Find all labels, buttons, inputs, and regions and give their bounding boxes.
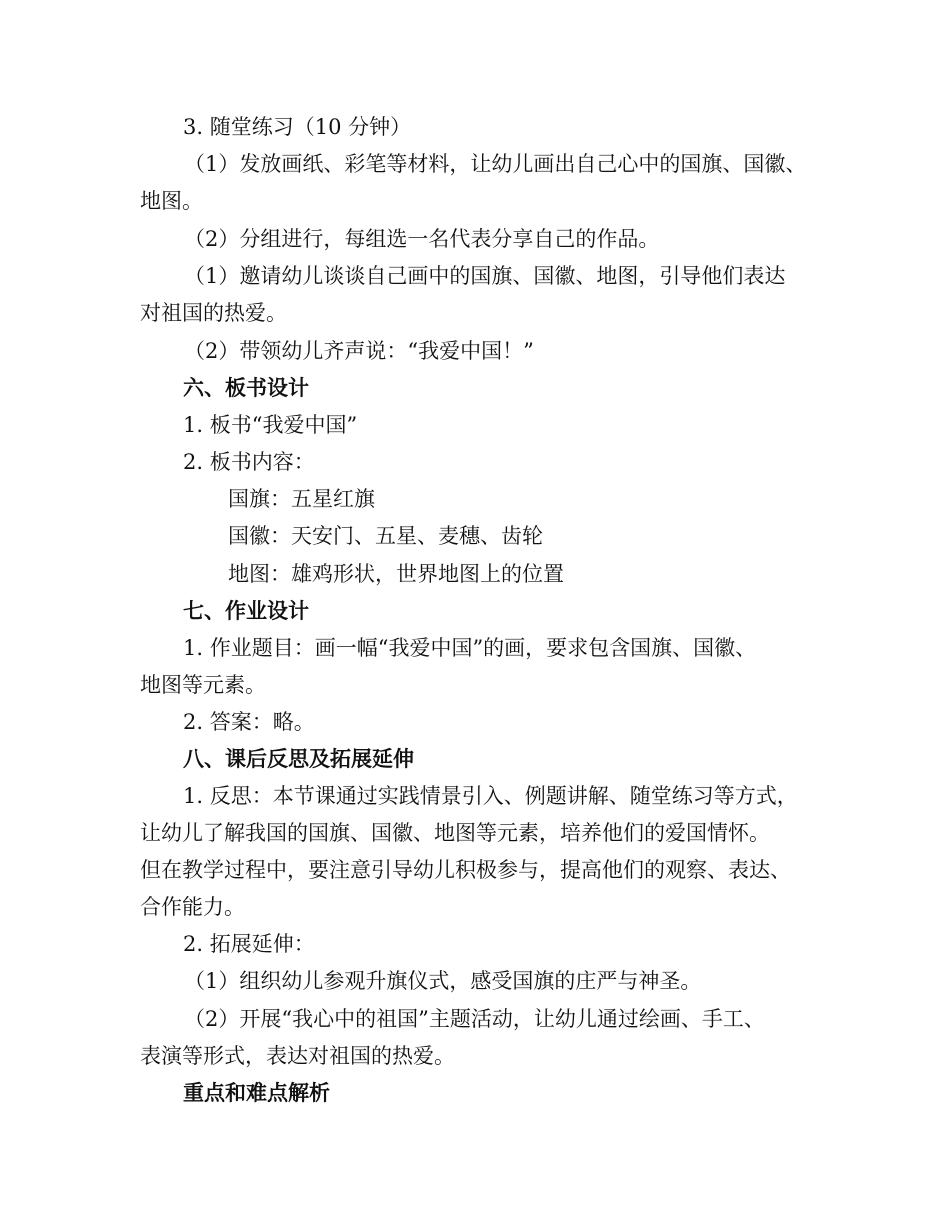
paragraph-line: （1）邀请幼儿谈谈自己画中的国旗、国徽、地图，引导他们表达 (184, 264, 786, 288)
list-item: 1. 作业题目：画一幅“我爱中国”的画，要求包含国旗、国徽、 (183, 636, 757, 660)
paragraph-line: 表演等形式，表达对祖国的热爱。 (140, 1044, 455, 1068)
paragraph-line: （2）开展“我心中的祖国”主题活动，让幼儿通过绘画、手工、 (184, 1007, 765, 1031)
list-item: 2. 板书内容： (183, 450, 315, 474)
paragraph-line: 地图等元素。 (140, 673, 266, 697)
section-heading-homework: 七、作业设计 (183, 599, 309, 623)
sub-item: 国旗：五星红旗 (228, 487, 375, 511)
list-item: 2. 拓展延伸： (183, 932, 315, 956)
sub-item: 地图：雄鸡形状，世界地图上的位置 (228, 562, 564, 586)
paragraph-line: （1）发放画纸、彩笔等材料，让幼儿画出自己心中的国旗、国徽、 (184, 152, 807, 176)
list-item: 1. 反思：本节课通过实践情景引入、例题讲解、随堂练习等方式， (183, 784, 798, 808)
paragraph-line: 地图。 (140, 189, 203, 213)
paragraph-line: 合作能力。 (140, 895, 245, 919)
list-item: 2. 答案：略。 (183, 710, 315, 734)
practice-heading: 3. 随堂练习（10 分钟） (183, 115, 412, 139)
paragraph-line: 让幼儿了解我国的国旗、国徽、地图等元素，培养他们的爱国情怀。 (140, 821, 770, 845)
sub-item: 国徽：天安门、五星、麦穗、齿轮 (228, 524, 543, 548)
paragraph-line: 但在教学过程中，要注意引导幼儿积极参与，提高他们的观察、表达、 (140, 858, 791, 882)
paragraph-line: （1）组织幼儿参观升旗仪式，感受国旗的庄严与神圣。 (184, 969, 702, 993)
paragraph-line: （2）带领幼儿齐声说：“我爱中国！” (184, 339, 534, 363)
paragraph-line: 对祖国的热爱。 (140, 301, 287, 325)
section-heading-board-design: 六、板书设计 (183, 376, 309, 400)
section-heading-reflection: 八、课后反思及拓展延伸 (183, 747, 414, 771)
list-item: 1. 板书“我爱中国” (183, 413, 358, 437)
paragraph-line: （2）分组进行，每组选一名代表分享自己的作品。 (184, 227, 660, 251)
section-heading-key-points: 重点和难点解析 (183, 1081, 330, 1105)
